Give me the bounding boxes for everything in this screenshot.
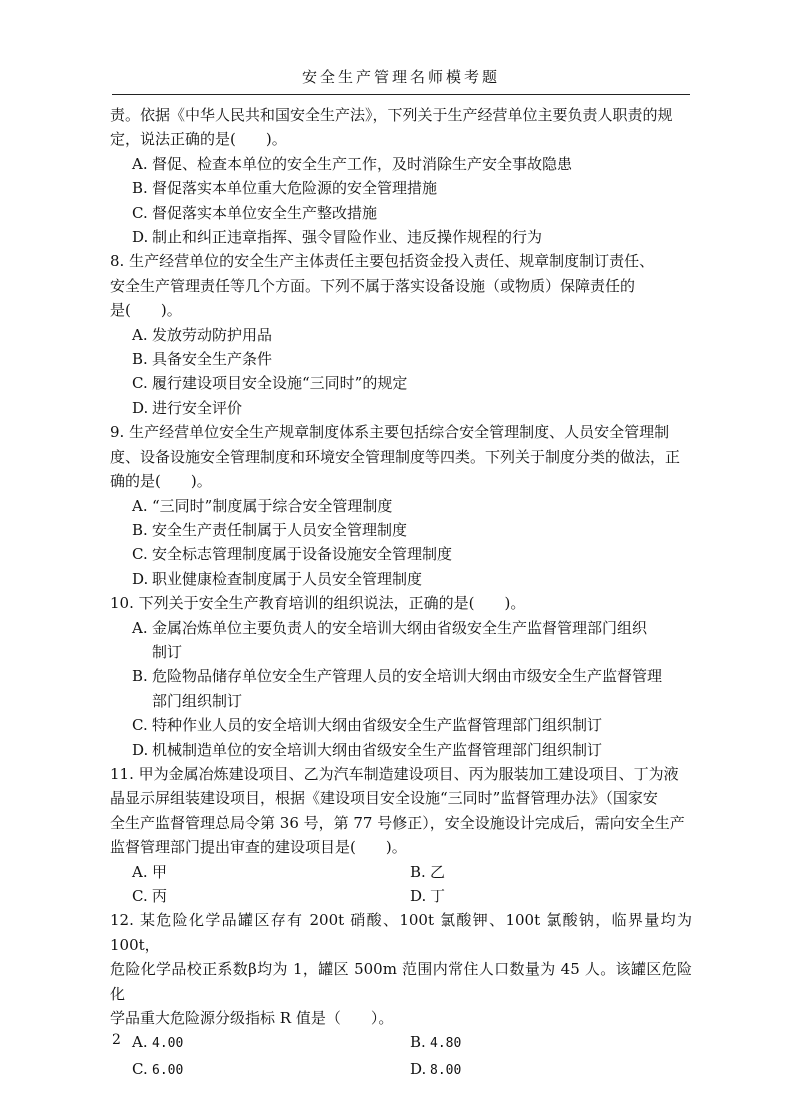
question-11 [110,762,692,908]
header-divider [112,94,690,95]
question-stem: 安全生产管理责任等几个方面。下列不属于落实设备设施（或物质）保障责任的 [110,276,636,295]
option-a: A. 4.00 [132,1033,184,1052]
option-a: A. 甲 [132,862,168,881]
question-stem: 全生产监督管理总局令第 36 号，第 77 号修正），安全设施设计完成后，需向安全生产 [110,813,685,832]
question-stem: 12. 某危险化学品罐区存有 200t 硝酸、100t 氯酸钾、100t 氯酸钠，临界量均为 100t， [110,911,692,954]
question-stem: 度、设备设施安全管理制度和环境安全管理制度等四类。下列关于制度分类的做法，正 [110,447,681,466]
option-c: C. 6.00 [132,1059,184,1078]
question-stem: 确的是( )。 [110,472,212,491]
option-b: B. 4.80 [410,1033,462,1052]
option-a: A. 督促、检查本单位的安全生产工作，及时消除生产安全事故隐患 [132,154,573,173]
option-row [110,884,692,908]
question-stem: 晶显示屏组装建设项目，根据《建设项目安全设施“三同时”监督管理办法》（国家安 [110,789,658,808]
option-c: C. 安全标志管理制度属于设备设施安全管理制度 [132,545,453,564]
page-header-title: 安全生产管理名师模考题 [301,68,500,86]
question-8 [110,249,692,420]
question-stem: 定，说法正确的是( )。 [110,130,287,149]
question-stem: 8. 生产经营单位的安全生产主体责任主要包括资金投入责任、规章制度制订责任、 [110,252,655,271]
option-d: D. 进行安全评价 [132,398,243,417]
question-stem: 学品重大危险源分级指标 R 值是（ ）。 [110,1009,394,1028]
option-c: C. 督促落实本单位安全生产整改措施 [132,203,378,222]
option-d: D. 丁 [410,887,446,905]
option-d: D. 机械制造单位的安全培训大纲由省级安全生产监督管理部门组织制订 [132,740,603,759]
option-c: C. 丙 [132,887,168,905]
option-d: D. 制止和纠正违章指挥、强令冒险作业、违反操作规程的行为 [132,228,543,247]
option-b: B. 具备安全生产条件 [132,350,273,369]
question-7 [110,103,692,249]
option-row [110,1030,692,1056]
option-d: D. 职业健康检查制度属于人员安全管理制度 [132,569,423,588]
question-stem: 责。依据《中华人民共和国安全生产法》，下列关于生产经营单位主要负责人职责的规 [110,106,673,124]
option-row [110,860,692,884]
option-d: D. 8.00 [410,1059,462,1078]
option-b: B. 乙 [410,862,446,881]
option-a: A. 发放劳动防护用品 [132,325,273,344]
question-content [110,103,692,1083]
question-stem: 10. 下列关于安全生产教育培训的组织说法，正确的是( )。 [110,594,526,613]
question-stem: 是( )。 [110,301,182,320]
option-a: A. 金属冶炼单位主要负责人的安全培训大纲由省级安全生产监督管理部门组织 制订 [132,618,648,661]
option-c: C. 特种作业人员的安全培训大纲由省级安全生产监督管理部门组织制订 [132,716,603,735]
option-a: A. “三同时”制度属于综合安全管理制度 [132,496,393,515]
option-c: C. 履行建设项目安全设施“三同时”的规定 [132,374,408,393]
question-12 [110,908,692,1083]
option-b: B. 危险物品储存单位安全生产管理人员的安全培训大纲由市级安全生产监督管理 部门组织制订 [132,667,663,710]
question-stem: 危险化学品校正系数β均为 1，罐区 500m 范围内常住人口数量为 45 人。该罐区危险化 [110,960,692,1003]
question-9 [110,420,692,591]
question-10 [110,591,692,762]
question-stem: 监督管理部门提出审查的建设项目是( )。 [110,838,407,857]
option-row [110,1057,692,1083]
page-number: 2 [112,1032,121,1048]
question-stem: 11. 甲为金属冶炼建设项目、乙为汽车制造建设项目、丙为服装加工建设项目、丁为液 [110,764,679,783]
option-b: B. 督促落实本单位重大危险源的安全管理措施 [132,179,438,198]
question-stem: 9. 生产经营单位安全生产规章制度体系主要包括综合安全管理制度、人员安全管理制 [110,423,670,442]
option-b: B. 安全生产责任制属于人员安全管理制度 [132,520,408,539]
